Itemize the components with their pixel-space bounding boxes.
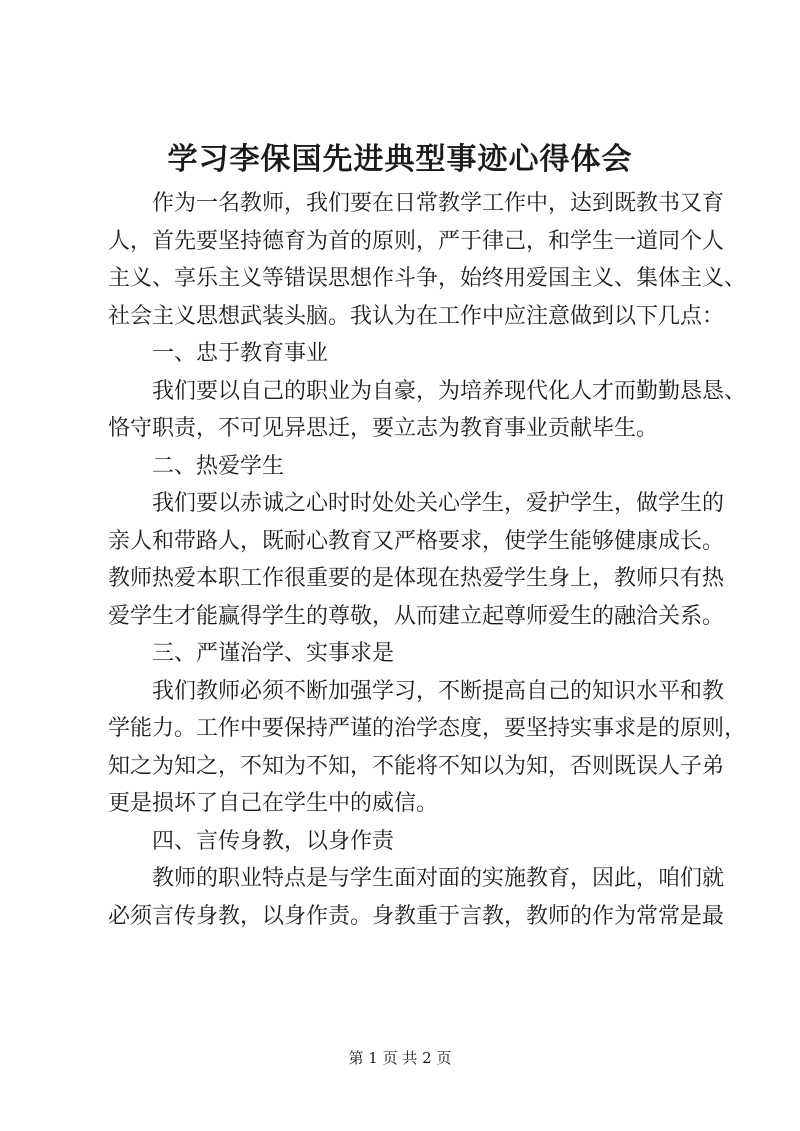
section-heading: 三、严谨治学、实事求是: [152, 641, 395, 666]
section-heading: 一、忠于教育事业: [152, 341, 329, 366]
body-line: 亲人和带路人，既耐心教育又严格要求，使学生能够健康成长。: [108, 528, 725, 554]
body-line: 作为一名教师，我们要在日常教学工作中，达到既教书又育: [152, 191, 725, 216]
body-line: 更是损坏了自己在学生中的威信。: [108, 791, 439, 816]
body-line: 恪守职责，不可见异思迁，要立志为教育事业贡献毕生。: [108, 416, 659, 441]
section-heading: 二、热爱学生: [152, 453, 285, 479]
body-line: 爱学生才能赢得学生的尊敬，从而建立起尊师爱生的融洽关系。: [108, 603, 725, 629]
body-line: 教师的职业特点是与学生面对面的实施教育，因此，咱们就: [152, 866, 725, 891]
body-line: 人，首先要坚持德育为首的原则，严于律己，和学生一道同个人: [108, 228, 725, 254]
body-line: 我们要以自己的职业为自豪，为培养现代化人才而勤勤恳恳、: [152, 378, 747, 404]
section-heading: 四、言传身教，以身作责: [152, 828, 395, 854]
body-line: 我们要以赤诚之心时时处处关心学生，爱护学生，做学生的: [152, 491, 725, 516]
body-line: 我们教师必须不断加强学习，不断提高自己的知识水平和教: [152, 678, 725, 704]
body-line: 知之为知之，不知为不知，不能将不知以为知，否则既误人子弟: [108, 753, 725, 779]
body-line: 必须言传身教，以身作责。身教重于言教，教师的作为常常是最: [108, 903, 725, 929]
body-line: 教师热爱本职工作很重要的是体现在热爱学生身上，教师只有热: [108, 566, 725, 591]
document-title: 学习李保国先进典型事迹心得体会: [167, 142, 633, 177]
body-line: 学能力。工作中要保持严谨的治学态度，要坚持实事求是的原则，: [108, 716, 747, 741]
page-footer: 第 1 页 共 2 页: [348, 1049, 452, 1067]
document-body: [108, 185, 747, 935]
body-line: 社会主义思想武装头脑。我认为在工作中应注意做到以下几点：: [108, 303, 725, 329]
body-line: 主义、享乐主义等错误思想作斗争，始终用爱国主义、集体主义、: [108, 266, 747, 291]
